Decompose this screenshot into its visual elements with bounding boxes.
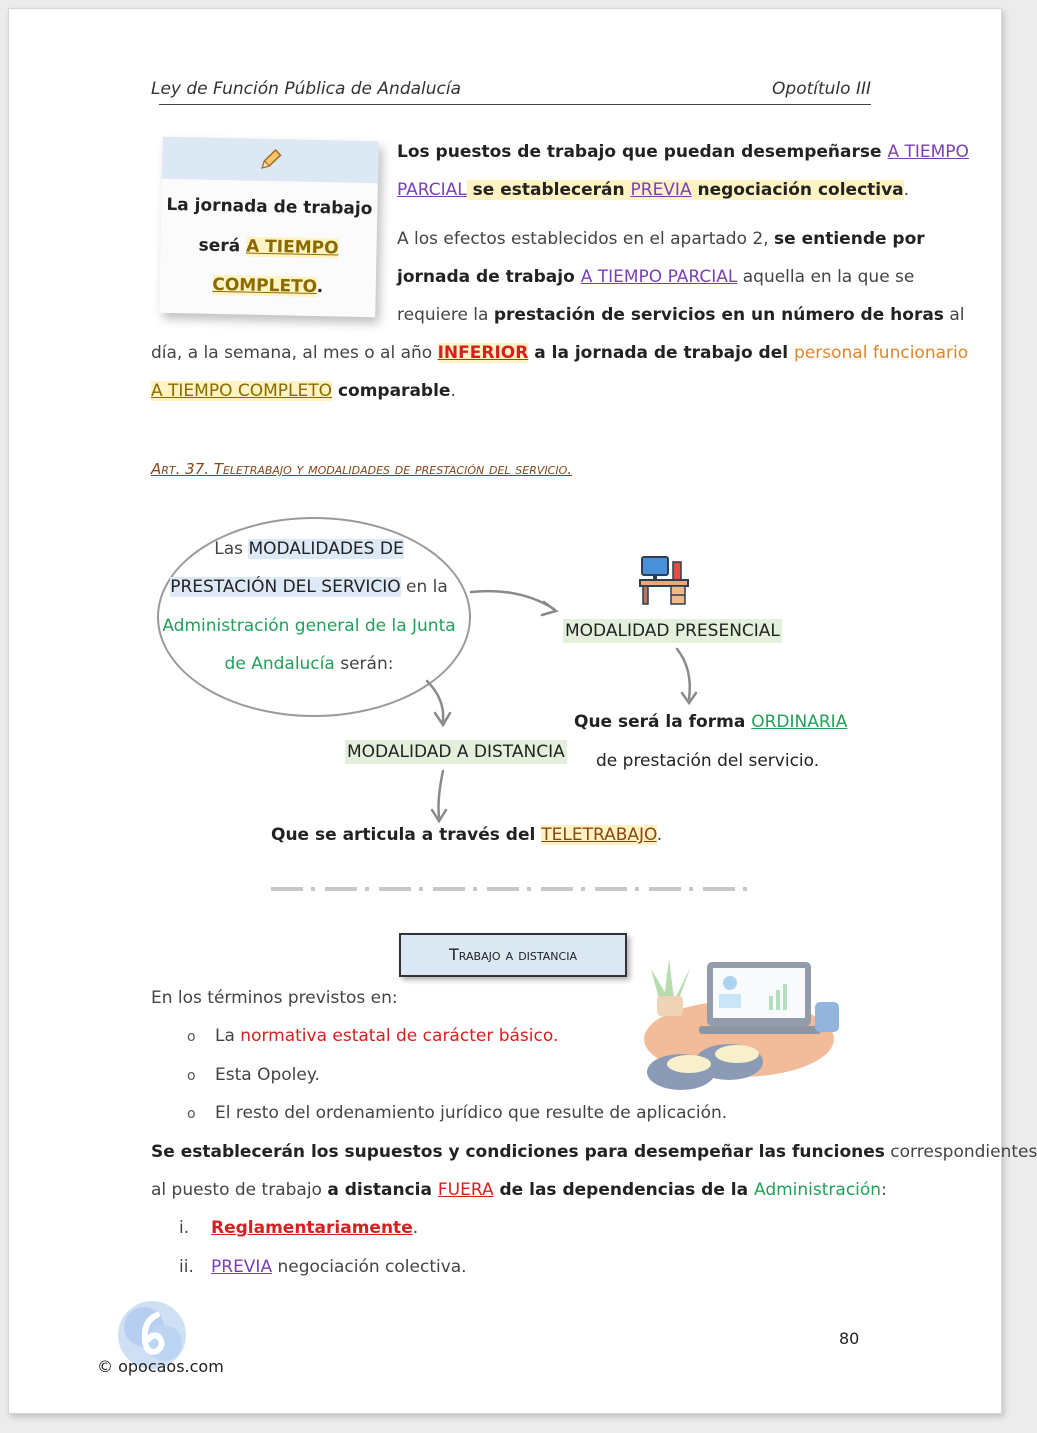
para1-line-4: jornada de trabajo A TIEMPO PARCIAL aquella en la que se	[397, 267, 915, 287]
para2-item-2: PREVIA negociación colectiva.	[211, 1257, 467, 1277]
terms-item-3: El resto del ordenamiento jurídico que resulte de aplicación.	[215, 1103, 728, 1123]
para1-line-6: día, a la semana, al mes o al año INFERIOR a la jornada de trabajo del personal funcionario	[151, 343, 969, 363]
page-number: 80	[839, 1329, 860, 1348]
copyright: © opocaos.com	[97, 1357, 224, 1376]
para1-line-3: A los efectos establecidos en el apartado 2, se entiende por	[397, 229, 925, 249]
modalidad-distancia: MODALIDAD A DISTANCIA	[347, 742, 565, 762]
para2-item-1-num: i.	[179, 1218, 190, 1238]
oval-line-3: Administración general de la Junta	[162, 616, 456, 636]
header-section: Opotítulo III	[772, 79, 871, 99]
distancia-line-1: Que se articula a través del TELETRABAJO.	[271, 825, 663, 845]
para2-item-2-num: ii.	[179, 1257, 194, 1277]
note-line-2: será A TIEMPO	[198, 235, 339, 259]
oval-line-4: de Andalucía serán:	[224, 654, 394, 674]
para1-line-7: A TIEMPO COMPLETO comparable.	[151, 381, 456, 401]
para1-line-1: Los puestos de trabajo que puedan desempeñarse A TIEMPO	[397, 142, 969, 162]
terms-item-2: Esta Opoley.	[215, 1065, 320, 1085]
page	[8, 8, 1037, 1414]
presencial-line-2: de prestación del servicio.	[596, 751, 820, 771]
note-line-3: COMPLETO.	[212, 274, 324, 298]
section-divider	[271, 887, 751, 891]
bullet-marker: o	[187, 1029, 196, 1045]
para2-item-1: Reglamentariamente.	[211, 1218, 419, 1238]
office-desk-icon	[639, 554, 689, 606]
bullet-marker: o	[187, 1068, 196, 1084]
para2-line-2: al puesto de trabajo a distancia FUERA de las dependencias de la Administración:	[151, 1180, 887, 1200]
arrow-presencial-down	[677, 649, 690, 699]
remote-work-illustration	[639, 944, 849, 1099]
terms-item-1: La normativa estatal de carácter básico.	[215, 1026, 559, 1046]
oval-line-2: PRESTACIÓN DEL SERVICIO en la	[170, 577, 448, 597]
modalidad-presencial: MODALIDAD PRESENCIAL	[565, 621, 780, 641]
arrow-to-presencial	[471, 591, 554, 609]
oval-line-1: Las MODALIDADES DE	[214, 539, 404, 559]
para2-line-1: Se establecerán los supuestos y condiciones para desempeñar las funciones correspondientes	[151, 1142, 1037, 1162]
article-title: Art. 37. Teletrabajo y modalidades de prestación del servicio.	[151, 460, 572, 478]
arrow-distancia-down	[439, 771, 444, 817]
terms-intro: En los términos previstos en:	[151, 988, 398, 1008]
section-box-title: Trabajo a distancia	[399, 933, 627, 977]
para1-line-2: PARCIAL se establecerán PREVIA negociación colectiva.	[397, 180, 910, 200]
para1-line-5: requiere la prestación de servicios en un número de horas al	[397, 305, 965, 325]
header-title: Ley de Función Pública de Andalucía	[151, 79, 462, 99]
bullet-marker: o	[187, 1106, 196, 1122]
presencial-line-1: Que será la forma ORDINARIA	[574, 712, 848, 732]
note-line-1: La jornada de trabajo	[166, 194, 373, 220]
diagram-arrows	[9, 9, 1001, 909]
